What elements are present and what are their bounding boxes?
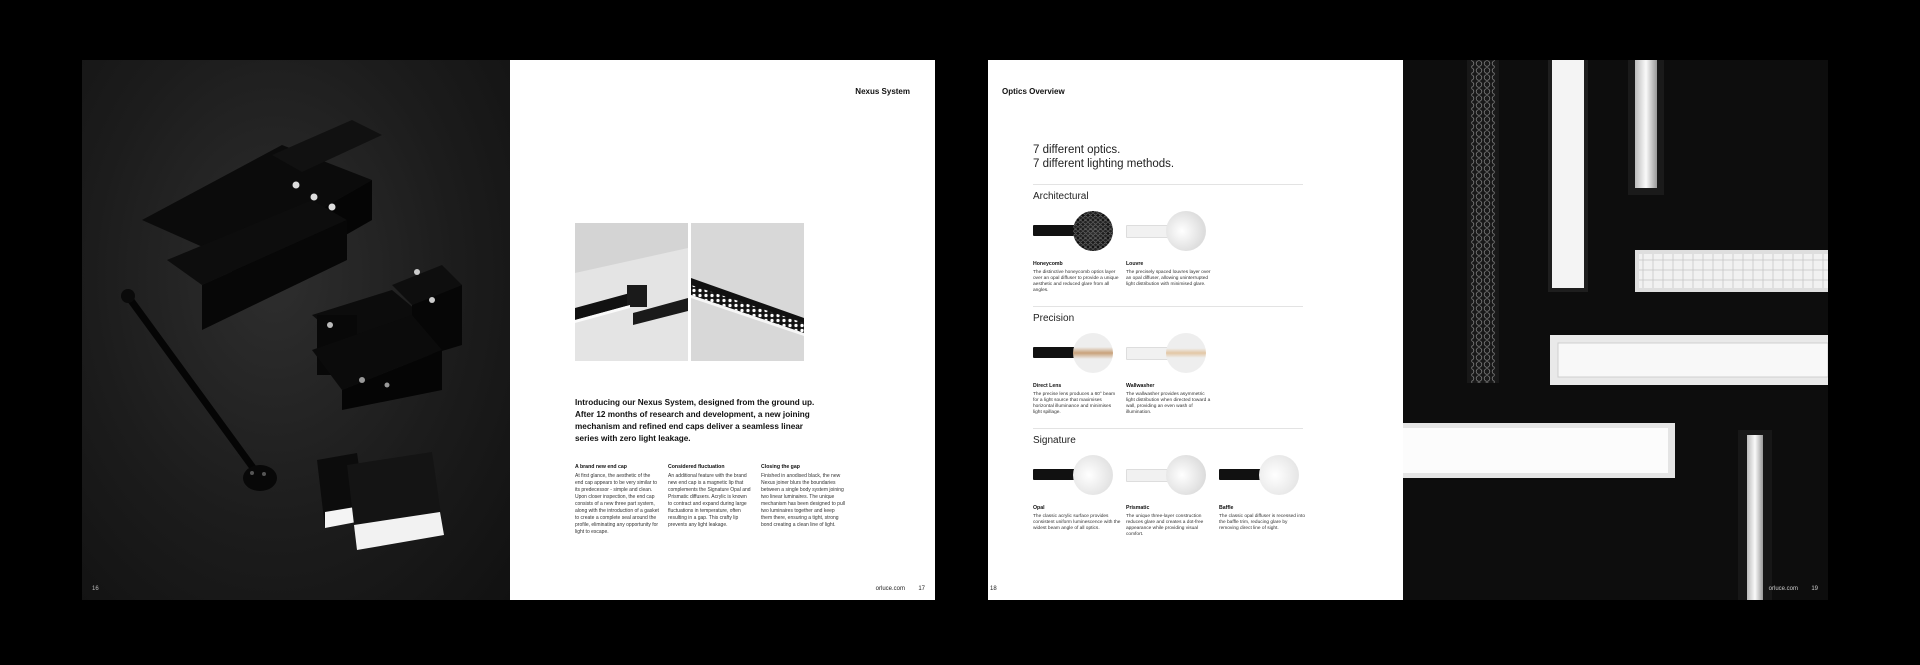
optic-name: Wallwasher [1126, 383, 1155, 389]
optic-opal [1033, 455, 1121, 532]
optic-prismatic [1126, 455, 1214, 538]
right-spread [988, 60, 1828, 600]
optic-description: The precisely spaced louvres layer over an opal diffuser, allowing uninterrupted light distribution with minimised glare. [1126, 270, 1211, 287]
optic-name: Baffle [1219, 505, 1234, 511]
divider [1033, 306, 1303, 307]
optic-description: The distinctive honeycomb optics layer over an opal diffuser to provide a unique aesthetic and reduced glare from all angles. [1033, 270, 1119, 293]
optics-headline [1033, 143, 1174, 171]
optic-baffle [1219, 455, 1307, 532]
nexus-text-page [510, 60, 935, 600]
footer-site: orluce.com [1768, 586, 1798, 592]
optic-honeycomb [1033, 211, 1121, 294]
optics-page [988, 60, 1403, 600]
intro-paragraph: Introducing our Nexus System, designed from the ground up. After 12 months of research and development, a new joining mechanism and refined end caps deliver a seamless linear series with zero light leakage. [575, 398, 815, 443]
column-closing-gap [761, 464, 845, 529]
column-text: An additional feature with the brand new end cap is a magnetic lip that complements the Signature Opal and Prismatic diffusers. Acrylic is known to contract and expand during large fluctuations in temperature, often resulting in a gap. This crafty lip prevents any light leakage. [668, 473, 751, 528]
optic-name: Direct Lens [1033, 383, 1062, 389]
page-number-right: 17 [918, 586, 925, 592]
wallwasher-thumbnail [1126, 333, 1204, 373]
optic-description: The unique three-layer construction reduces glare and creates a dot-free appearance while providing visual comfort. [1126, 514, 1204, 537]
baffle-thumbnail [1219, 455, 1297, 495]
luminaires-photo [1403, 60, 1828, 600]
optic-name: Opal [1033, 505, 1045, 511]
optic-name: Prismatic [1126, 505, 1150, 511]
honeycomb-thumbnail [1033, 211, 1111, 251]
optic-wallwasher [1126, 333, 1214, 416]
divider [1033, 428, 1303, 429]
column-fluctuation [668, 464, 752, 529]
optic-louvre [1126, 211, 1214, 288]
optic-description: The wallwasher provides asymmetric light distribution when directed toward a wall, providing an even wash of illumination. [1126, 392, 1211, 415]
page-number-left: 16 [92, 586, 99, 592]
headline-line-1: 7 different optics. [1033, 144, 1121, 156]
group-title-architectural: Architectural [1033, 191, 1089, 202]
optic-name: Louvre [1126, 261, 1144, 267]
nexus-product-photo [82, 60, 510, 600]
render-image-honeycomb [691, 223, 804, 361]
page-number-left: 18 [990, 586, 997, 592]
louvre-thumbnail [1126, 211, 1204, 251]
direct-lens-thumbnail [1033, 333, 1111, 373]
column-text: At first glance, the aesthetic of the end cap appears to be very similar to its predecessor - simple and clean. Upon closer inspection, the end cap consists of a new three part system, along with the introduction of a gasket to create a complete seal around the profile, eliminating any opportunity for light to escape. [575, 473, 659, 535]
opal-thumbnail [1033, 455, 1111, 495]
optic-description: The classic acrylic surface provides consistent uniform luminescence with the widest beam angle of all optics. [1033, 514, 1121, 531]
optic-description: The classic opal diffuser is recessed into the baffle trim, reducing glare by removing direct line of sight. [1219, 514, 1306, 531]
optic-name: Honeycomb [1033, 261, 1063, 267]
prismatic-thumbnail [1126, 455, 1204, 495]
headline-line-2: 7 different lighting methods. [1033, 158, 1175, 170]
column-end-cap [575, 464, 659, 536]
group-title-precision: Precision [1033, 313, 1075, 324]
optic-direct-lens [1033, 333, 1121, 416]
render-image-joiner [575, 223, 688, 361]
group-title-signature: Signature [1033, 435, 1076, 446]
column-title: Closing the gap [761, 464, 800, 470]
divider [1033, 184, 1303, 185]
column-title: Considered fluctuation [668, 464, 725, 470]
column-text: Finished in anodised black, the new Nexus joiner blurs the boundaries between a single body system joining two linear luminaires. The unique mechanism has been designed to pull two luminaires together and keep them there, ensuring a tight, strong bond creating a clean line of light. [761, 473, 845, 528]
column-title: A brand new end cap [575, 464, 627, 470]
left-spread [82, 60, 935, 600]
optic-description: The precise lens produces a 60° beam for a light source that maximises horizontal illuminance and minimises light spillage. [1033, 392, 1116, 415]
section-title: Nexus System [855, 87, 910, 96]
page-number-right: 19 [1811, 586, 1818, 592]
section-title: Optics Overview [1002, 87, 1065, 96]
footer-site: orluce.com [875, 586, 905, 592]
